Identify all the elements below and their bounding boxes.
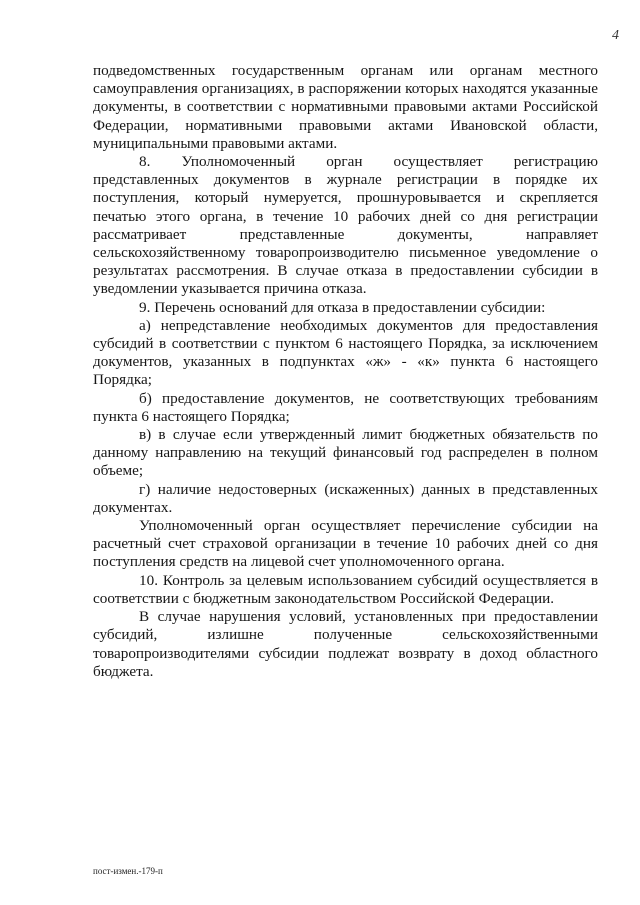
paragraph-continuation: подведомственных государственным органам или органам местного самоуправления организациях, в распоряжении которых находятся указанные документы, в соответствии с нормативными правовыми актами Российской Федерации, нормативными правовыми актами Ивановской области, муниципальными правовыми актами. [93, 62, 598, 152]
paragraph-subitem-b: б) предоставление документов, не соответствующих требованиям пункта 6 настоящего Порядка; [93, 389, 598, 425]
paragraph-transfer: Уполномоченный орган осуществляет перечисление субсидии на расчетный счет страховой организации в течение 10 рабочих дней со дня поступления средств на лицевой счет уполномоченного органа. [93, 517, 598, 571]
footer-reference: пост-измен.-179-п [93, 866, 163, 876]
page-number: 4 [612, 28, 619, 43]
paragraph-subitem-a: а) непредставление необходимых документов для предоставления субсидий в соответствии с пунктом 6 настоящего Порядка, за исключением документов, указанных в подпунктах «ж» - «к» пункта 6 настоящего Порядка; [93, 316, 598, 389]
paragraph-item-10: 10. Контроль за целевым использованием субсидий осуществляется в соответствии с бюджетным законодательством Российской Федерации. [93, 571, 598, 607]
paragraph-subitem-g: г) наличие недостоверных (искаженных) данных в представленных документах. [93, 480, 598, 516]
paragraph-item-9: 9. Перечень оснований для отказа в предоставлении субсидии: [139, 298, 546, 316]
document-body [93, 62, 598, 681]
paragraph-violation: В случае нарушения условий, установленных при предоставлении субсидий, излишне полученные сельскохозяйственными товаропроизводителями субсидии подлежат возврату в доход областного бюджета. [93, 608, 598, 680]
paragraph-subitem-v: в) в случае если утвержденный лимит бюджетных обязательств по данному направлению на текущий финансовый год распределен в полном объеме; [93, 426, 598, 480]
paragraph-item-8: 8. Уполномоченный орган осуществляет регистрацию представленных документов в журнале регистрации в порядке их поступления, который нумеруется, прошнуровывается и скрепляется печатью этого органа, в течение 10 рабочих дней со дня регистрации рассматривает представленные документы, направляет сельскохозяйственному товаропроизводителю письменное уведомление о результатах рассмотрения. В случае отказа в предоставлении субсидии в уведомлении указывается причина отказа. [93, 153, 598, 298]
